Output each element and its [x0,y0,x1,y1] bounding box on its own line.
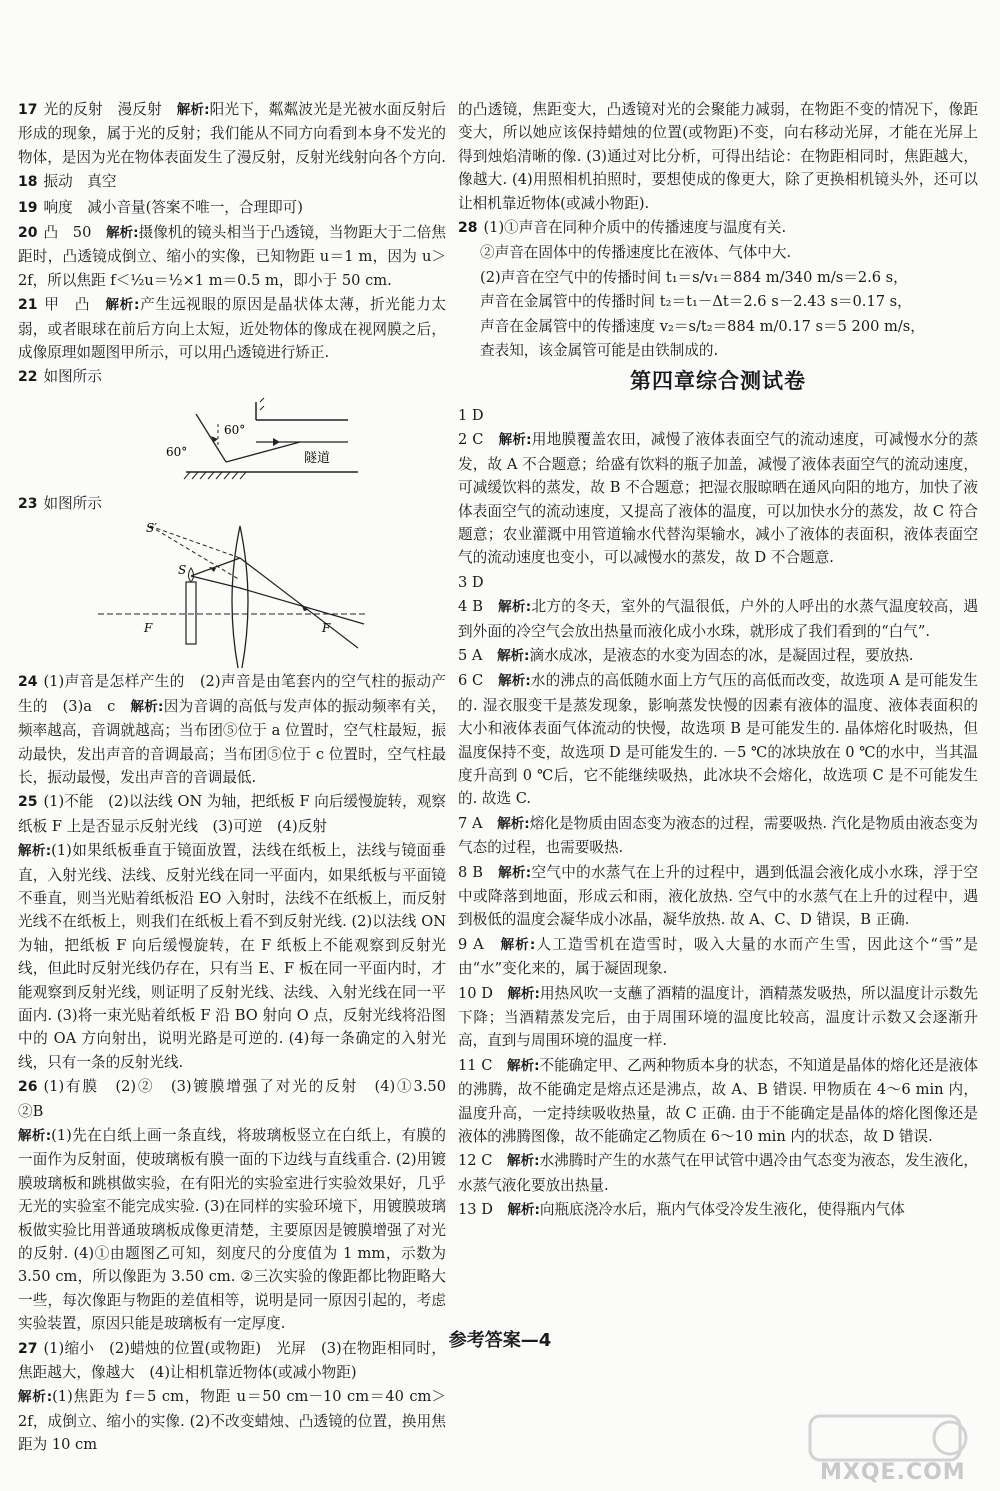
answer-28-line: (2)声音在空气中的传播时间 t₁＝s/v₁＝884 m/340 m/s＝2.6 s， [480,268,908,286]
svg-text:60°: 60° [166,444,188,459]
answer-26: 26 (1)有膜 (2)② (3)镀膜增强了对光的反射 (4)①3.50 ②B [18,1078,461,1120]
answer-1: 1 D [458,406,484,424]
answer-7: 7 A 解析:熔化是物质由固态变为液态的过程，需要吸热. 汽化是物质由液态变为气态的过程，也需要吸热. [458,814,979,857]
svg-text:S′: S′ [146,521,157,536]
figure-22-tunnel [18,392,446,490]
answer-5: 5 A 解析:滴水成冰，是液态的水变为固态的冰，是凝固过程，要放热. [458,646,914,664]
convex-lens [232,526,248,668]
answer-4: 4 B 解析:北方的冬天，室外的气温很低，户外的人呼出的水蒸气温度较高，遇到外面的冷空气会放出热量而液化成小水珠，就形成了我们看到的“白气”. [458,598,978,640]
analysis-27: 解析:(1)焦距为 f＝5 cm，物距 u＝50 cm－10 cm＝40 cm＞2f，成倒立、缩小的实像. (2)不改变蜡烛、凸透镜的位置，换用焦距为 10 cm [18,1388,446,1454]
answer-10: 10 D 解析:用热风吹一支蘸了酒精的温度计，酒精蒸发吸热，所以温度计示数先下降；当酒精蒸发完后，由于周围环境的温度比较高，温度计示数又会逐渐升高，直到与周围环境的温度一样. [458,984,978,1050]
svg-text:隧道: 隧道 [304,450,331,466]
page-footer: 参考答案—4 [448,1330,552,1351]
answer-27: 27 (1)缩小 (2)蜡烛的位置(或物距) 光屏 (3)在物距相同时，焦距越大，像越大 (4)让相机靠近物体(或减小物距) [18,1339,446,1382]
reflected-ray [226,442,300,462]
left-column [18,98,461,1458]
answer-28-line: ②声音在固体中的传播速度比在液体、气体中大. [480,244,792,262]
svg-text:60°: 60° [224,422,246,437]
svg-text:F: F [144,621,153,636]
watermark-text: MXQE.COM [820,1460,966,1485]
answer-17: 17 光的反射 漫反射 解析:阳光下，粼粼波光是光被水面反射后形成的现象，属于光的反射；我们能从不同方向看到本身不发光的物体，是因为光在物体表面发生了漫反射，反射光线射向各个方向. [18,101,446,166]
answer-20: 20 凸 50 解析:摄像机的镜头相当于凸透镜，当物距大于二倍焦距时，凸透镜成倒立、缩小的实像，已知物距 u＝1 m，因为 u＞2f，所以焦距 f＜½u＝½×1 m＝0.5 m，即小于 50 cm. [18,224,446,289]
answer-23: 23 如图所示 [18,494,102,512]
answer-21: 21 甲 凸 解析:产生远视眼的原因是晶状体太薄，折光能力太弱，或者眼球在前后方向上太短，近处物体的像成在视网膜之后，成像原理如题图甲所示，可以用凸透镜进行矫正. [18,296,446,362]
lens-diagram [18,518,446,668]
answer-24: 24 (1)声音是怎样产生的 (2)声音是由笔套内的空气柱的振动产生的 (3)a c 解析:因为音调的高低与发声体的振动频率有关，频率越高，音调就越高；当布团⑤位于 a 位置时，空气柱最短，振动最快，发出声音的音调最高；当布团⑤位于 c 位置时，空气柱最长，振动最慢，发出声音的音调最低. [18,673,447,786]
answer-22: 22 如图所示 [18,368,102,386]
answer-3: 3 D [458,573,484,591]
answer-8: 8 B 解析:空气中的水蒸气在上升的过程中，遇到低温会液化成小水珠，浮于空中或降落到地面，形成云和雨，液化放热. 空气中的水蒸气在上升的过程中，遇到极低的温度会凝华成小冰晶，凝华放热. 故 A、C、D 错误，B 正确. [458,863,978,929]
analysis-25: 解析:(1)如果纸板垂直于镜面放置，法线在纸板上，法线与镜面垂直，入射光线、法线、反射光线在同一平面内，如果纸板与平面镜不垂直，则当光贴着纸板沿 EO 入射时，法线不在纸板上，而反射光线不在纸板上，则我们在纸板上看不到反射光线. (2)以法线 ON 为轴，把纸板 F 向后缓慢旋转，在 F 纸板上不能观察到反射光线，但此时反射光线仍存在，只有当 E、F 板在同一平面内时，才能观察到反射光线，则证明了反射光线、法线、入射光线在同一平面内. (3)将一束光贴着纸板 F 沿 BO 射向 O 点，反射光线将沿图中的 OA 方向射出，说明光路是可逆的. (4)每一条确定的入射光线，只有一条的反射光线. [18,842,446,1071]
answer-12: 12 C 解析:水沸腾时产生的水蒸气在甲试管中遇冷由气态变为液态，发生液化，水蒸气液化要放出热量. [458,1152,978,1194]
answer-27-continued: 的凸透镜，焦距变大，凸透镜对光的会聚能力减弱，在物距不变的情况下，像距变大，所以她应该保持蜡烛的位置(或物距)不变，向右移动光屏，才能在光屏上得到烛焰清晰的像. (3)通过对比分析，可得出结论：在物距相同时，焦距越大，像越大. (4)用照相机拍照时，要想使成的像更大，除了更换相机镜头外，还可以让相机靠近物体(或减小物距). [458,101,978,212]
right-column [458,98,978,1224]
figure-23-lens [18,518,446,668]
answer-13: 13 D 解析:向瓶底浇冷水后，瓶内气体受冷发生液化，使得瓶内气体 [458,1201,905,1219]
answer-9: 9 A 解析:人工造雪机在造雪时，吸入大量的水而产生雪，因此这个“雪”是由“水”变化来的，属于凝固现象. [458,935,978,978]
answer-28-line: 声音在金属管中的传播速度 v₂＝s/t₂＝884 m/0.17 s＝5 200 m/s， [480,317,925,335]
candle [186,582,196,644]
mirror-hatch [184,472,246,479]
answer-28-line: 查表知，该金属管可能是由铁制成的. [480,342,719,360]
answer-6: 6 C 解析:水的沸点的高低随水面上方气压的高低而改变，故选项 A 是可能发生的. 湿衣服变干是蒸发现象，影响蒸发快慢的因素有液体的温度、液体表面积的大小和液体表面气体流动的快慢，故选项 B 是可能发生的. 晶体熔化时吸热，但温度保持不变，故选项 D 是可能发生的. －5 ℃的冰块放在 0 ℃的水中，当其温度升高到 0 ℃后，它不能继续吸热，此冰块不会熔化，故选项 C 是不可能发生的. 故选 C. [458,672,978,808]
incident-ray [196,414,226,462]
section-title: 第四章综合测试卷 [630,369,806,394]
svg-text:F: F [322,621,331,636]
answer-11: 11 C 解析:不能确定甲、乙两种物质本身的状态，不知道是晶体的熔化还是液体的沸腾，故不能确定是熔点还是沸点，故 A、B 错误. 甲物质在 4～6 min 内，温度升高，一定持续吸收热量，故 C 正确. 由于不能确定是晶体的熔化图像还是液体的沸腾图像，故不能确定乙物质在 6～10 min 内的状态，故 D 错误. [458,1056,978,1146]
analysis-26: 解析:(1)先在白纸上画一条直线，将玻璃板竖立在白纸上，有膜的一面作为反射面，使玻璃板有膜一面的下边线与直线重合. (2)用镀膜玻璃板和跳棋做实验，在有阳光的实验室进行实验效果好，几乎无光的实验室不能完成实验. (3)在同样的实验环境下，用镀膜玻璃板做实验比用普通玻璃板成像更清楚，主要原因是镀膜增强了对光的反射. (4)①由题图乙可知，刻度尺的分度值为 1 mm，示数为 3.50 cm，所以像距为 3.50 cm. ②三次实验的像距都比物距略大一些，每次像距与物距的差值相等，说明是同一原因引起的，考虑实验装置，原因只能是玻璃板有一定厚度. [18,1127,446,1333]
svg-text:S: S [178,563,187,578]
answer-28: 28 (1)①声音在同种介质中的传播速度与温度有关. [458,219,787,237]
tunnel-diagram [18,392,446,490]
answer-2: 2 C 解析:用地膜覆盖农田，减慢了液体表面空气的流动速度，可减慢水分的蒸发，故 A 不合题意；给盛有饮料的瓶子加盖，减慢了液体表面空气的流动速度，可减缓饮料的蒸发，故 B 不合题意；把湿衣服晾晒在通风向阳的地方，加快了液体表面空气的流动速度，又提高了液体的温度，可以加快水分的蒸发，故 C 符合题意；农业灌溉中用管道输水代替沟渠输水，减小了液体的表面积，液体表面空气的流动速度也变小，可以减慢水的蒸发，故 D 不合题意. [458,431,979,567]
answer-19: 19 响度 减小音量(答案不唯一，合理即可) [18,198,303,216]
answer-25: 25 (1)不能 (2)以法线 ON 为轴，把纸板 F 向后缓慢旋转，观察纸板 F 上是否显示反射光线 (3)可逆 (4)反射 [18,793,446,835]
answer-18: 18 振动 真空 [18,173,117,191]
answer-28-line: 声音在金属管中的传播时间 t₂＝t₁－Δt＝2.6 s－2.43 s＝0.17 s， [480,293,912,311]
